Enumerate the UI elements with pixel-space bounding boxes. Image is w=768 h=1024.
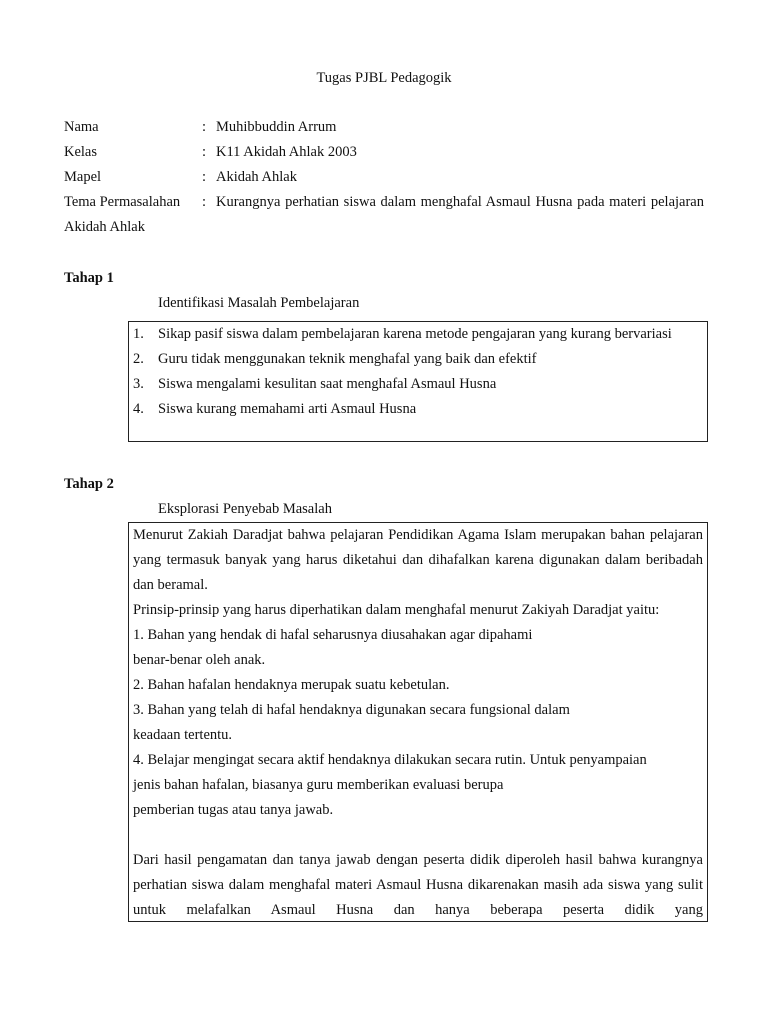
colon: : [202,194,207,210]
list-item [133,372,703,397]
intro-paragraph: Menurut Zakiah Daradjat bahwa pelajaran Pendidikan Agama Islam merupakan bahan pelajaran yang termasuk banyak yang harus diketahui dan dihafalkan karena digunakan dalam beribadah dan beramal. [133,527,703,593]
conclusion-paragraph: Dari hasil pengamatan dan tanya jawab dengan peserta didik diperoleh hasil bahwa kurangnya perhatian siswa dalam menghafal materi Asmaul Husna dikarenakan masih ada siswa yang sulit untuk melafalkan Asmaul Husna dan hanya beberapa peserta didik yang [133,852,703,918]
principle-4a: 4. Belajar mengingat secara aktif hendaknya dilakukan secara rutin. Untuk penyampaian [133,752,647,768]
principle-2: 2. Bahan hafalan hendaknya merupak suatu kebetulan. [133,677,450,693]
class-value: K11 Akidah Ahlak 2003 [216,144,357,160]
list-item-text: Siswa kurang memahami arti Asmaul Husna [158,401,417,417]
principle-3a: 3. Bahan yang telah di hafal hendaknya digunakan secara fungsional dalam [133,702,570,718]
stage1-subtitle: Identifikasi Masalah Pembelajaran [158,295,360,311]
student-info [64,115,704,240]
subject-label: Mapel [64,169,102,185]
document-title: Tugas PJBL Pedagogik [316,70,452,86]
list-item-number: 1. [133,326,144,342]
principle-4b: jenis bahan hafalan, biasanya guru memberikan evaluasi berupa [133,777,504,793]
class-label: Kelas [64,144,98,160]
list-item-number: 2. [133,351,144,367]
list-item [133,322,703,347]
topic-value: Kurangnya perhatian siswa dalam menghafal Asmaul Husna pada materi pelajaran Akidah Ahlak [64,194,704,235]
list-item-text: Siswa mengalami kesulitan saat menghafal Asmaul Husna [158,376,497,392]
colon: : [202,144,207,160]
principle-1a: 1. Bahan yang hendak di hafal seharusnya diusahakan agar dipahami [133,627,533,643]
list-item [133,347,703,372]
principle-3b: keadaan tertentu. [133,727,233,743]
list-item-number: 4. [133,401,144,417]
info-row-name [64,115,704,140]
stage1-title: Tahap 1 [64,270,114,286]
name-label: Nama [64,119,99,135]
list-item-number: 3. [133,376,144,392]
stage2-subtitle: Eksplorasi Penyebab Masalah [158,501,332,517]
list-item-text: Sikap pasif siswa dalam pembelajaran karena metode pengajaran yang kurang bervariasi [158,326,672,342]
principle-1b: benar-benar oleh anak. [133,652,266,668]
stage2-title: Tahap 2 [64,476,114,492]
info-row-topic [64,190,704,240]
subject-value: Akidah Ahlak [216,169,297,185]
principle-4c: pemberian tugas atau tanya jawab. [133,802,334,818]
colon: : [202,119,207,135]
list-item-text: Guru tidak menggunakan teknik menghafal yang baik dan efektif [158,351,537,367]
name-value: Muhibbuddin Arrum [216,119,337,135]
principles-heading: Prinsip-prinsip yang harus diperhatikan dalam menghafal menurut Zakiyah Daradjat yaitu: [133,602,660,618]
colon: : [202,169,207,185]
problem-identification-box [128,321,708,442]
paragraph-spacer [133,823,703,848]
info-row-class [64,140,704,165]
cause-exploration-box [128,522,708,922]
info-row-subject [64,165,704,190]
topic-label: Tema Permasalahan [64,194,181,210]
list-item [133,397,703,422]
problem-list [133,322,703,422]
